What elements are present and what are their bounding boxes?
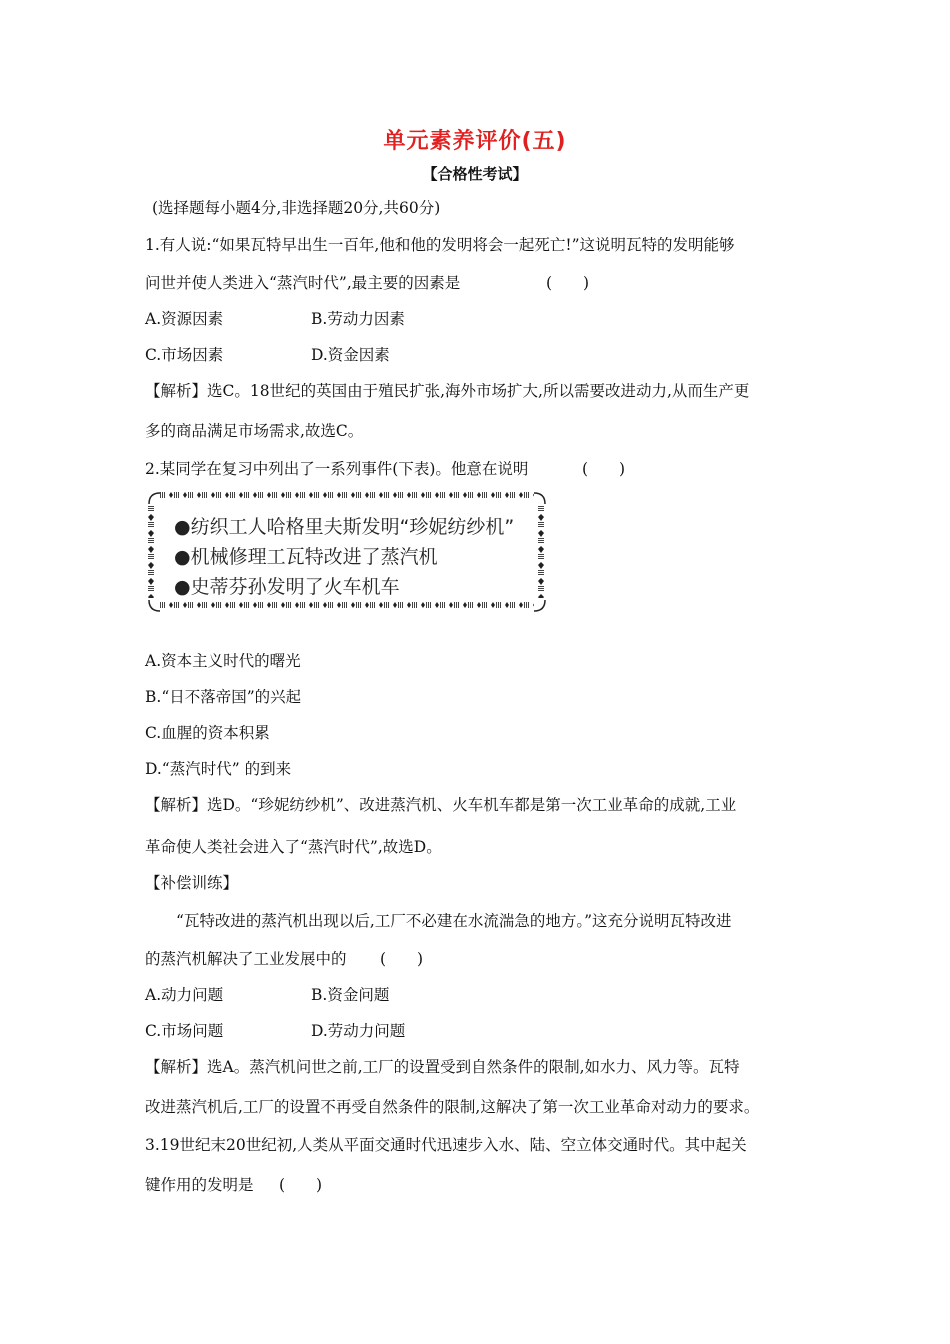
q1-option-c: C.市场因素 xyxy=(145,346,224,364)
q1-answer-paren: ( ) xyxy=(546,274,590,292)
supplement-option-c: C.市场问题 xyxy=(145,1022,224,1040)
supplement-answer-paren: ( ) xyxy=(380,950,424,968)
q3-stem-line1: 3.19世纪末20世纪初,人类从平面交通时代迅速步入水、陆、空立体交通时代。其中起关 xyxy=(145,1136,747,1154)
q2-option-d: D.“蒸汽时代” 的到来 xyxy=(145,760,292,778)
q1-option-b: B.劳动力因素 xyxy=(311,310,405,328)
event-item-1: ●纺织工人哈格里夫斯发明“珍妮纺纱机” xyxy=(174,516,515,538)
q2-answer-paren: ( ) xyxy=(582,460,626,478)
q3-answer-paren: ( ) xyxy=(279,1176,323,1194)
q1-analysis-line2: 多的商品满足市场需求,故选C。 xyxy=(145,422,364,440)
q1-option-a: A.资源因素 xyxy=(145,310,224,328)
page-title: 单元素养评价(五) xyxy=(383,129,567,154)
q1-stem-line2: 问世并使人类进入“蒸汽时代”,最主要的因素是 xyxy=(145,274,461,292)
q2-option-b: B.“日不落帝国”的兴起 xyxy=(145,688,302,706)
q2-stem: 2.某同学在复习中列出了一系列事件(下表)。他意在说明 xyxy=(145,460,529,478)
q2-analysis-line1: 【解析】选D。“珍妮纺纱机”、改进蒸汽机、火车机车都是第一次工业革命的成就,工业 xyxy=(145,796,737,814)
supplement-option-b: B.资金问题 xyxy=(311,986,390,1004)
supplement-heading: 【补偿训练】 xyxy=(145,874,239,892)
supplement-analysis-line2: 改进蒸汽机后,工厂的设置不再受自然条件的限制,这解决了第一次工业革命对动力的要求。 xyxy=(145,1098,760,1116)
supplement-option-a: A.动力问题 xyxy=(145,986,224,1004)
q1-option-d: D.资金因素 xyxy=(311,346,390,364)
supplement-stem-line2: 的蒸汽机解决了工业发展中的 xyxy=(145,950,347,968)
q2-option-a: A.资本主义时代的曙光 xyxy=(145,652,301,670)
supplement-analysis-line1: 【解析】选A。蒸汽机问世之前,工厂的设置受到自然条件的限制,如水力、风力等。瓦特 xyxy=(145,1058,740,1076)
supplement-stem-line1: “瓦特改进的蒸汽机出现以后,工厂不必建在水流湍急的地方。”这充分说明瓦特改进 xyxy=(176,912,732,930)
event-item-2: ●机械修理工瓦特改进了蒸汽机 xyxy=(174,546,438,568)
event-item-3: ●史蒂芬孙发明了火车机车 xyxy=(174,576,400,598)
q3-stem-line2: 键作用的发明是 xyxy=(145,1176,254,1194)
exam-subtitle: 【合格性考试】 xyxy=(422,165,528,183)
q2-analysis-line2: 革命使人类社会进入了“蒸汽时代”,故选D。 xyxy=(145,838,442,856)
supplement-option-d: D.劳动力问题 xyxy=(311,1022,406,1040)
score-note: (选择题每小题4分,非选择题20分,共60分) xyxy=(152,199,441,217)
q1-analysis-line1: 【解析】选C。18世纪的英国由于殖民扩张,海外市场扩大,所以需要改进动力,从而生产更 xyxy=(145,382,750,400)
q2-option-c: C.血腥的资本积累 xyxy=(145,724,270,742)
q1-stem-line1: 1.有人说:“如果瓦特早出生一百年,他和他的发明将会一起死亡!”这说明瓦特的发明能够 xyxy=(145,236,735,254)
